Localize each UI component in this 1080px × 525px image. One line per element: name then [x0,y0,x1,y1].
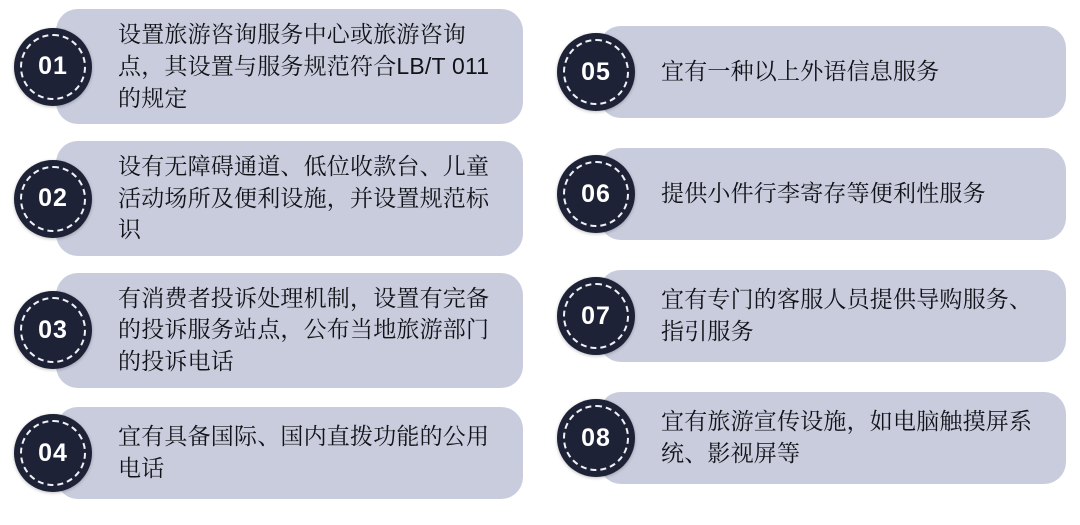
item-number-badge [557,399,635,477]
list-item[interactable] [14,273,523,387]
list-item[interactable] [14,142,523,256]
item-number-badge [14,414,92,492]
item-number: 01 [38,52,68,81]
list-item[interactable] [557,390,1066,486]
item-panel [599,270,1066,362]
item-number-badge [557,277,635,355]
item-number: 07 [581,301,611,330]
item-number: 03 [38,315,68,344]
item-text: 提供小件行李寄存等便利性服务 [661,180,986,207]
item-number-badge [14,291,92,369]
item-number-badge [557,33,635,111]
item-number-badge [14,160,92,238]
item-panel [56,273,523,388]
right-column [557,8,1066,519]
item-text: 宜有专门的客服人员提供导购服务、指引服务 [661,286,1033,344]
item-panel [599,148,1066,240]
item-text: 宜有旅游宣传设施，如电脑触摸屏系统、影视屏等 [661,408,1033,466]
item-text: 设有无障碍通道、低位收款台、儿童活动场所及便利设施，并设置规范标识 [118,152,490,243]
item-panel [56,9,523,124]
item-number: 06 [581,179,611,208]
item-number-badge [557,155,635,233]
list-item[interactable] [557,24,1066,120]
item-number: 05 [581,57,611,86]
item-panel [599,26,1066,118]
item-panel [599,392,1066,484]
item-number: 02 [38,184,68,212]
left-column [14,8,523,519]
item-panel [56,141,523,256]
item-text: 宜有一种以上外语信息服务 [661,58,940,85]
item-text: 宜有具备国际、国内直拨功能的公用电话 [118,423,490,482]
item-number: 04 [38,438,68,467]
columns-container [14,8,1066,519]
item-number: 08 [581,423,611,452]
item-text: 有消费者投诉处理机制，设置有完备的投诉服务站点，公布当地旅游部门的投诉电话 [118,284,490,375]
list-item[interactable] [14,405,523,501]
item-number-badge [14,28,92,106]
item-panel [56,407,523,499]
list-item[interactable] [557,146,1066,242]
list-item[interactable] [14,10,523,124]
list-item[interactable] [557,268,1066,364]
item-text: 设置旅游咨询服务中心或旅游咨询点，其设置与服务规范符合LB/T 011的规定 [118,21,490,111]
